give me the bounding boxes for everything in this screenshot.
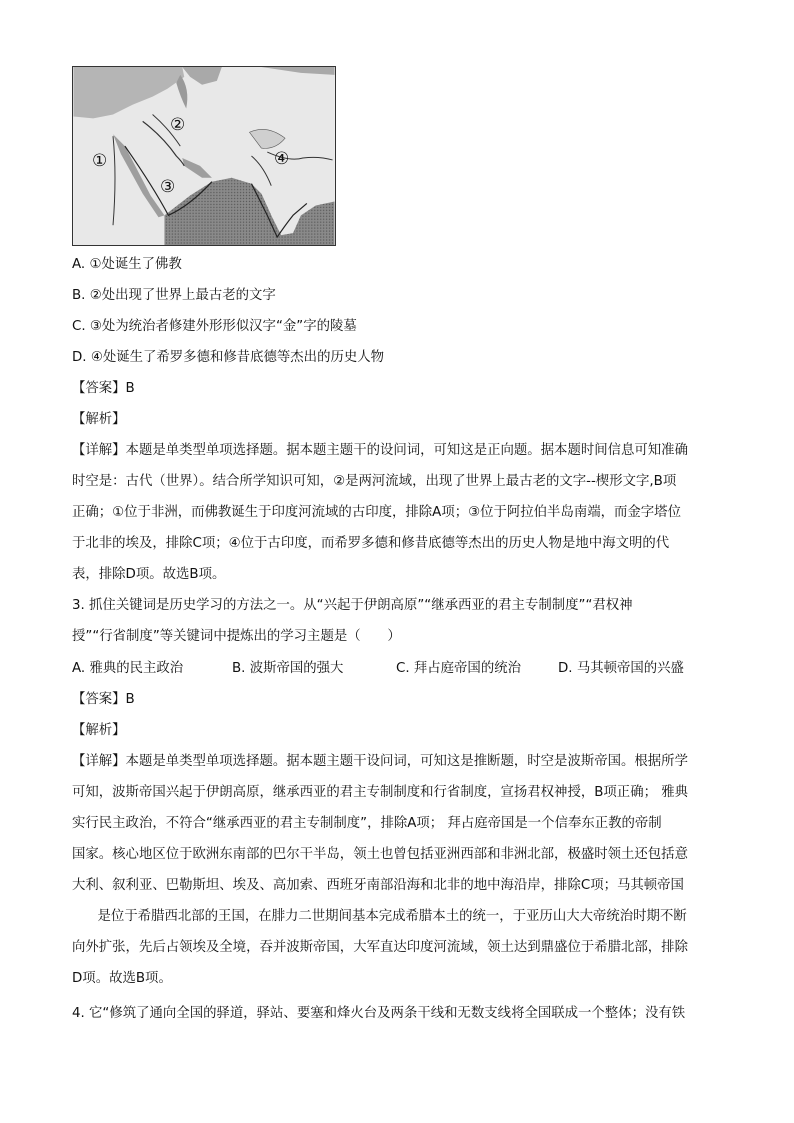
q2-answer: 【答案】B <box>72 381 135 396</box>
q3-answer: 【答案】B <box>72 692 135 707</box>
q2-explanation-line: 时空是：古代（世界）。结合所学知识可知，②是两河流域，出现了世界上最古老的文字--楔形文字,B项 <box>72 474 677 489</box>
map-figure <box>72 66 336 246</box>
q2-option-a: A. ①处诞生了佛教 <box>72 257 182 272</box>
q3-explanation-line: 国家。核心地区位于欧洲东南部的巴尔干半岛，领土也曾包括亚洲西部和非洲北部，极盛时领土还包括意 <box>72 847 688 862</box>
q2-analysis-label: 【解析】 <box>72 412 126 427</box>
q3-option-c: C. 拜占庭帝国的统治 <box>396 661 521 676</box>
q3-explanation-line: 实行民主政治，不符合“继承西亚的君主专制制度”，排除A项； 拜占庭帝国是一个信奉东正教的帝制 <box>72 816 662 831</box>
q3-option-a: A. 雅典的民主政治 <box>72 661 184 676</box>
q3-stem <box>72 590 724 652</box>
q3-analysis-label: 【解析】 <box>72 723 126 738</box>
map-svg <box>73 67 335 245</box>
q4-stem-line: 4. 它“修筑了通向全国的驿道，驿站、要塞和烽火台及两条干线和无数支线将全国联成一个整体；没有铁 <box>72 1006 686 1021</box>
q3-explanation-line: D项。故选B项。 <box>72 971 172 986</box>
q3-explanation-line: 是位于希腊西北部的王国，在腓力二世期间基本完成希腊本土的统一，于亚历山大大帝统治时期不断 <box>72 909 687 924</box>
q3-explanation-line: 向外扩张，先后占领埃及全境，吞并波斯帝国，大军直达印度河流域，领土达到鼎盛位于希腊北部，排除 <box>72 940 688 955</box>
q3-stem-line: 3. 抓住关键词是历史学习的方法之一。从“兴起于伊朗高原”“继承西亚的君主专制制度”“君权神 <box>72 598 633 613</box>
q2-explanation-line: 【详解】本题是单类型单项选择题。据本题主题干的设问词，可知这是正向题。据本题时间信息可知准确 <box>72 443 688 458</box>
map-marker-2: ② <box>170 115 186 135</box>
q3-option-d: D. 马其顿帝国的兴盛 <box>558 661 684 676</box>
q3-stem-line: 授”“行省制度”等关键词中提炼出的学习主题是（ ） <box>72 629 401 644</box>
q2-explanation-line: 于北非的埃及，排除C项；④位于古印度，而希罗多德和修昔底德等杰出的历史人物是地中海文明的代 <box>72 536 670 551</box>
q3-explanation-line: 【详解】本题是单类型单项选择题。据本题主题干设问词，可知这是推断题，时空是波斯帝国。根据所学 <box>72 754 688 769</box>
q2-explanation-line: 正确；①位于非洲，而佛教诞生于印度河流域的古印度，排除A项；③位于阿拉伯半岛南端，而金字塔位 <box>72 505 681 520</box>
q2-option-d: D. ④处诞生了希罗多德和修昔底德等杰出的历史人物 <box>72 350 385 365</box>
q2-explanation <box>72 435 724 590</box>
q2-option-b: B. ②处出现了世界上最古老的文字 <box>72 288 276 303</box>
q2-option-c: C. ③处为统治者修建外形形似汉字“金”字的陵墓 <box>72 319 357 334</box>
q3-explanation-line: 可知，波斯帝国兴起于伊朗高原，继承西亚的君主专制制度和行省制度，宣扬君权神授，B项正确； 雅典 <box>72 785 689 800</box>
q2-explanation-line: 表，排除D项。故选B项。 <box>72 567 226 582</box>
map-marker-1: ① <box>92 151 108 171</box>
q3-explanation <box>72 746 724 994</box>
q3-explanation-line: 大利、叙利亚、巴勒斯坦、埃及、高加索、西班牙南部沿海和北非的地中海沿岸，排除C项；马其顿帝国 <box>72 878 684 893</box>
map-marker-4: ④ <box>274 149 290 169</box>
q4-stem <box>72 998 724 1029</box>
map-marker-3: ③ <box>160 177 176 197</box>
q3-option-b: B. 波斯帝国的强大 <box>232 661 344 676</box>
